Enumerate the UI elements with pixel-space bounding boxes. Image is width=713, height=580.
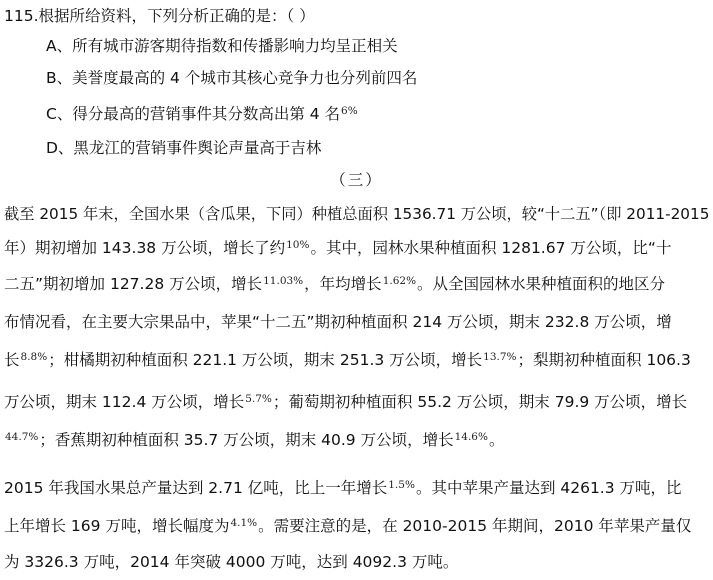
para1-line-6-text-b: ；葡萄期初种植面积 55.2 万公顷，期末 79.9 万公顷，增长 (272, 393, 688, 411)
para1-line-7-percent-b: 14.6% (454, 431, 488, 443)
option-d-text: D、黑龙江的营销事件舆论声量高于吉林 (46, 139, 322, 157)
para2-line-2-text-a: 上年增长 169 万吨，增长幅度为 (4, 517, 230, 535)
para1-line-5 (4, 350, 691, 372)
option-c-percent: 6% (341, 105, 358, 117)
para2-line-2-percent: 4.1% (230, 517, 258, 529)
question-stem-text: 115.根据所给资料，下列分析正确的是：（ ） (4, 7, 315, 25)
option-a (46, 36, 398, 56)
para1-line-6-text-a: 万公顷，期末 112.4 万公顷，增长 (4, 393, 245, 411)
option-b (46, 68, 417, 88)
para1-line-1 (4, 204, 709, 224)
para1-line-5-text-a: 长 (4, 351, 20, 369)
para1-line-7 (4, 430, 504, 452)
para1-line-4-text: 布情况看，在主要大宗果品中，苹果“十二五”期初种植面积 214 万公顷，期末 232.8 万公顷，增 (4, 313, 672, 331)
para1-line-5-percent-b: 13.7% (483, 351, 517, 363)
para1-line-5-percent-a: 8.8% (20, 351, 48, 363)
para1-line-6 (4, 392, 687, 414)
para1-line-3-percent-a: 11.03% (263, 275, 304, 287)
option-c (46, 104, 359, 126)
para1-line-3-text-b: ，年均增长 (304, 275, 382, 293)
question-stem (4, 6, 315, 26)
option-b-text: B、美誉度最高的 4 个城市其核心竞争力也分列前四名 (46, 69, 418, 87)
section-title (0, 170, 713, 190)
para1-line-4 (4, 312, 672, 332)
section-title-text: （三） (330, 171, 383, 189)
para1-line-3-text-c: 。从全国园林水果种植面积的地区分 (417, 275, 666, 293)
para1-line-7-text-b: ；香蕉期初种植面积 35.7 万公顷，期末 40.9 万公顷，增长 (39, 431, 454, 449)
para1-line-2-text-a: 年）期初增加 143.38 万公顷，增长了约 (4, 239, 286, 257)
para2-line-3 (4, 552, 458, 572)
para2-line-1-text-b: 。其中苹果产量达到 4261.3 万吨，比 (415, 479, 682, 497)
para1-line-7-percent-a: 44.7% (5, 431, 39, 443)
para2-line-1-percent: 1.5% (388, 479, 415, 491)
option-c-text: C、得分最高的营销事件其分数高出第 4 名 (46, 105, 341, 123)
para1-line-1-text: 截至 2015 年末，全国水果（含瓜果，下同）种植总面积 1536.71 万公顷，较“十二五”（即 2011-2015 (4, 205, 710, 223)
para2-line-2 (4, 516, 691, 538)
para2-line-1 (4, 478, 682, 500)
para2-line-1-text-a: 2015 年我国水果总产量达到 2.71 亿吨，比上一年增长 (4, 479, 388, 497)
para2-line-2-text-b: 。需要注意的是，在 2010-2015 年期间，2010 年苹果产量仅 (258, 517, 692, 535)
option-a-text: A、所有城市游客期待指数和传播影响力均呈正相关 (46, 37, 398, 55)
para1-line-2-percent: 10% (286, 239, 310, 251)
para1-line-2-text-b: 。其中，园林水果种植面积 1281.67 万公顷，比“十 (310, 239, 672, 257)
para1-line-3 (4, 274, 665, 296)
option-d (46, 138, 321, 158)
para1-line-3-text-a: 二五”期初增加 127.28 万公顷，增长 (4, 275, 263, 293)
para1-line-2 (4, 238, 671, 260)
para2-line-3-text: 为 3326.3 万吨，2014 年突破 4000 万吨，达到 4092.3 万吨。 (4, 553, 459, 571)
para1-line-3-percent-b: 1.62% (382, 275, 417, 287)
para1-line-7-text-c: 。 (488, 431, 505, 449)
para1-line-5-text-c: ；梨期初种植面积 106.3 (517, 351, 691, 369)
para1-line-6-percent: 5.7% (245, 393, 272, 405)
para1-line-5-text-b: ；柑橘期初种植面积 221.1 万公顷，期末 251.3 万公顷，增长 (48, 351, 483, 369)
